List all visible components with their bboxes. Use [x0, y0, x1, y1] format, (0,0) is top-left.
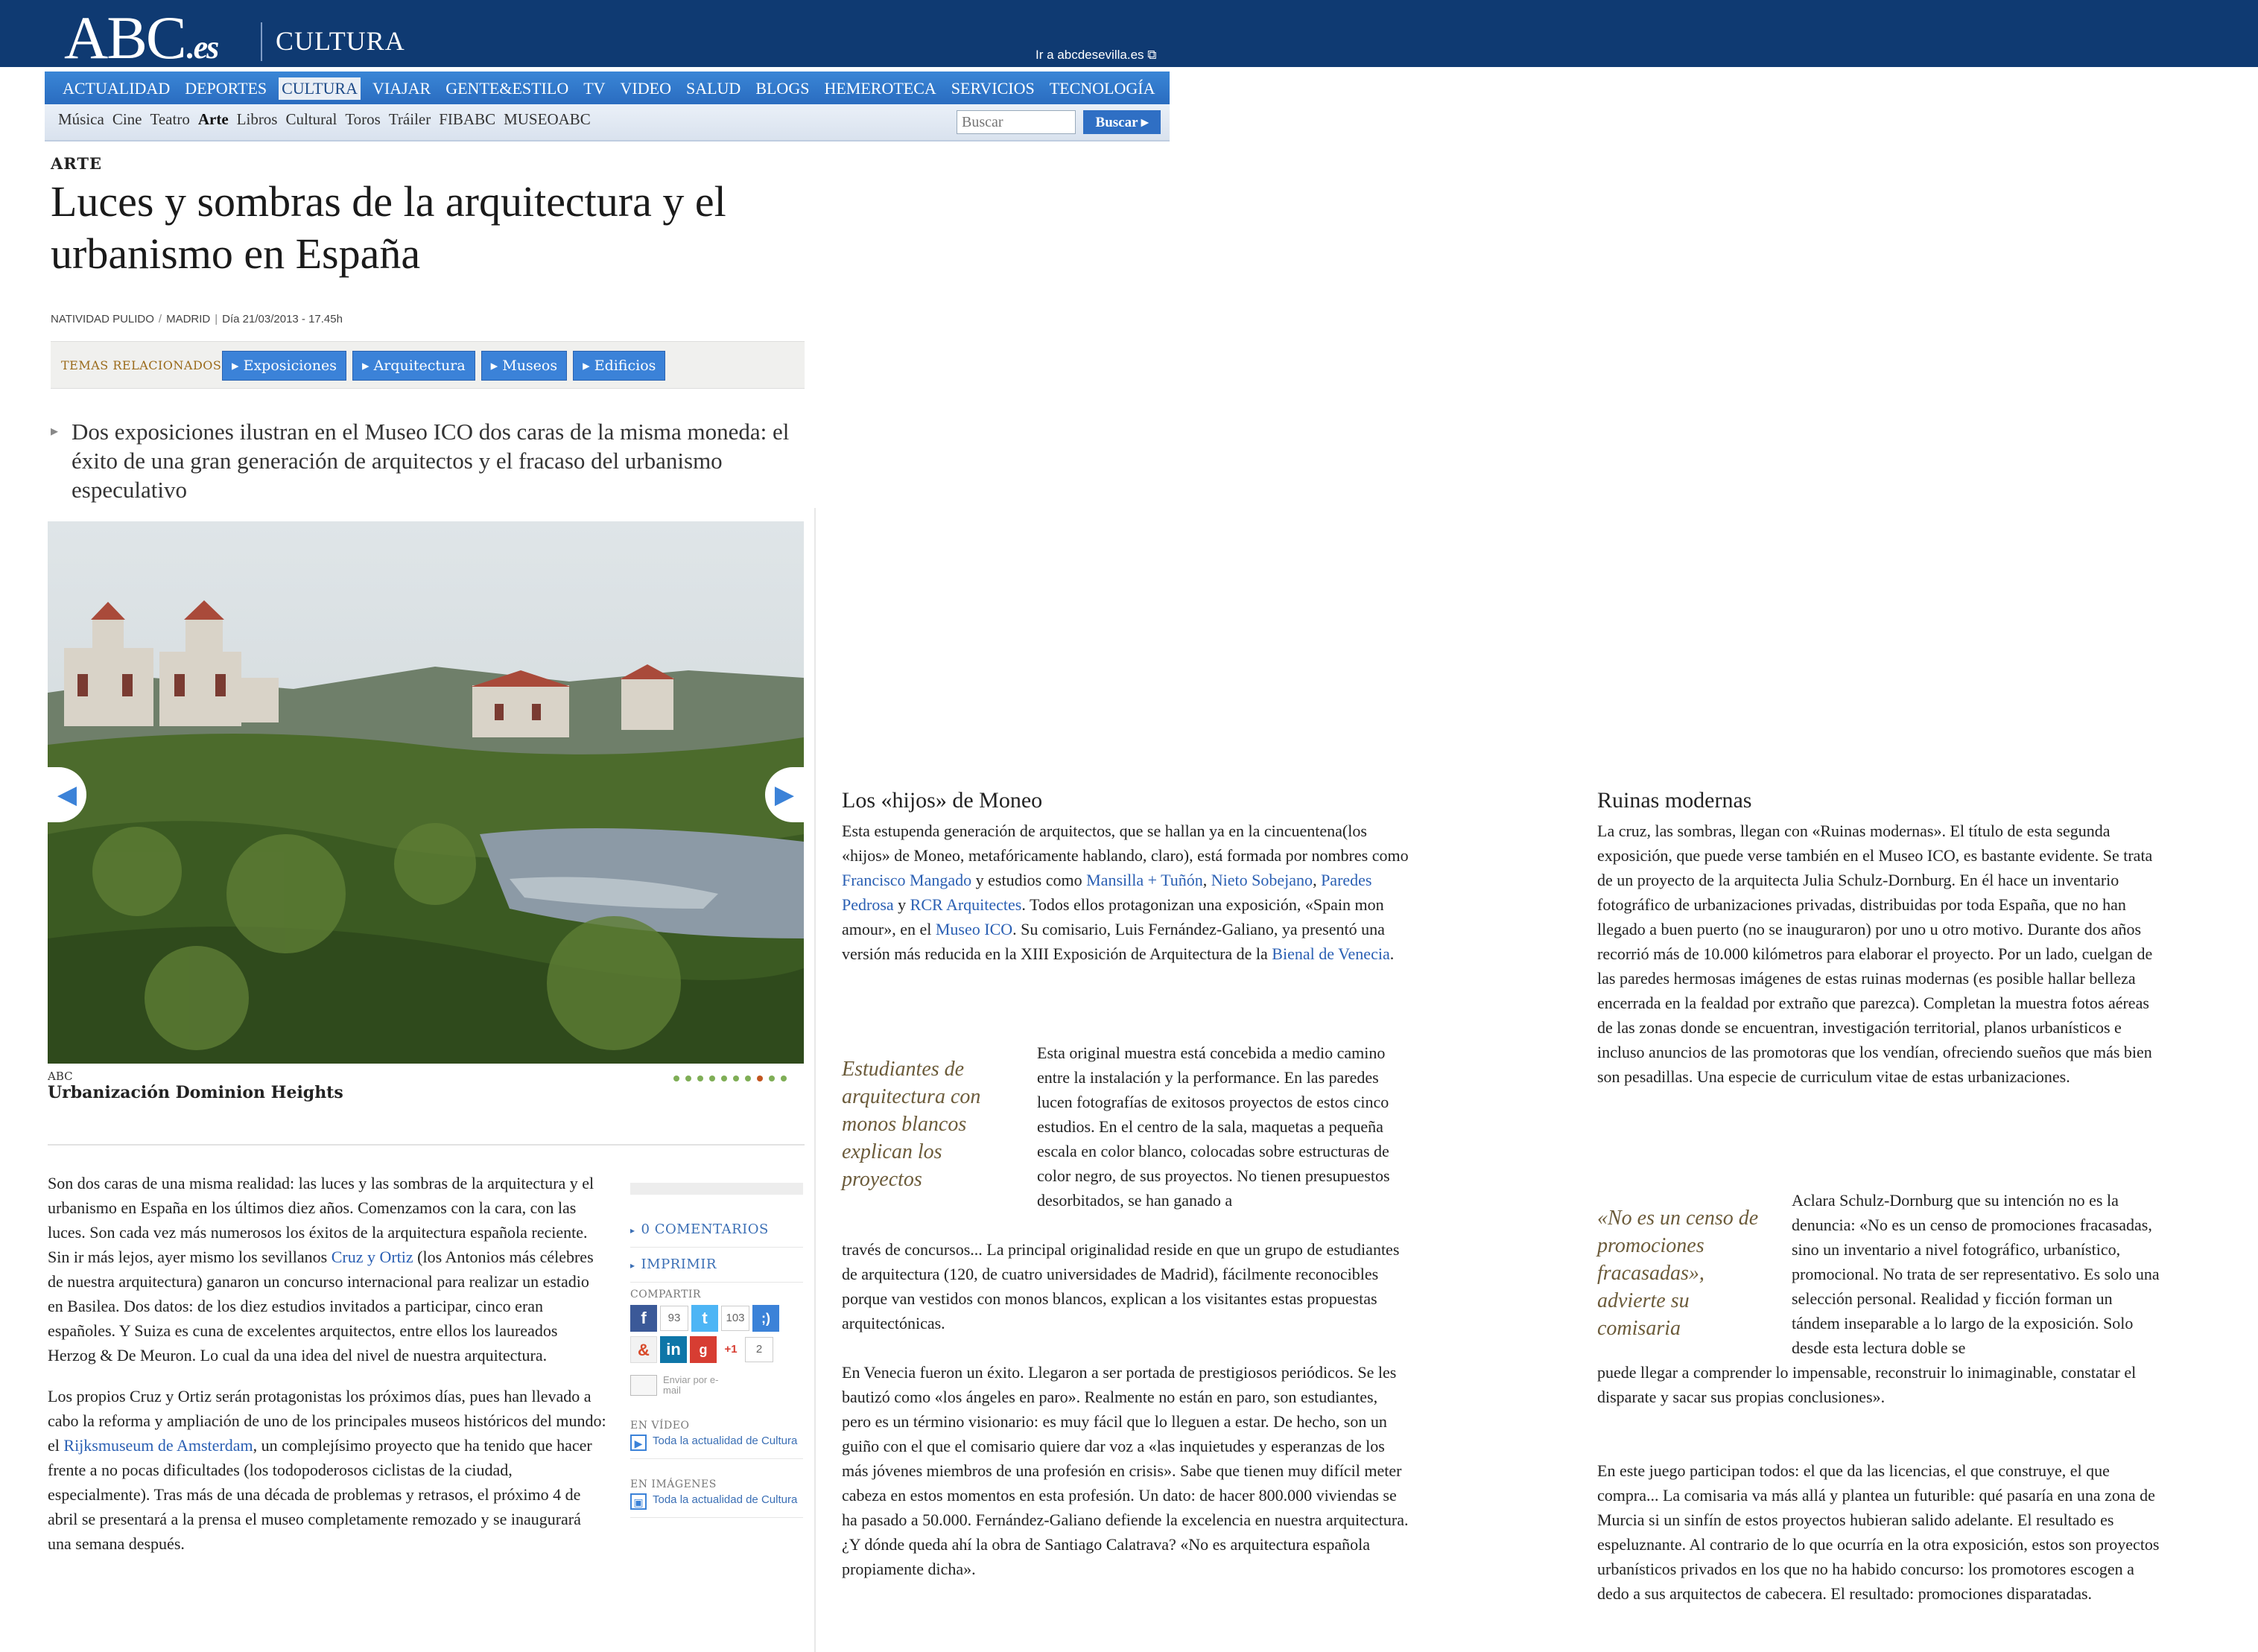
- tools-header-bar: [630, 1183, 803, 1195]
- gallery-dot[interactable]: [745, 1076, 751, 1081]
- subnav-item[interactable]: Toros: [345, 110, 381, 128]
- comments-label: 0 COMENTARIOS: [641, 1221, 769, 1237]
- gallery-dot[interactable]: [673, 1076, 679, 1081]
- topic-tag[interactable]: [573, 351, 665, 381]
- subnav-item[interactable]: Tráiler: [388, 110, 431, 128]
- nav-item[interactable]: VIDEO: [620, 79, 671, 98]
- topic-tag[interactable]: [222, 351, 346, 381]
- nav-item[interactable]: DEPORTES: [185, 79, 267, 98]
- text: Esta estupenda generación de arquitectos, que se hallan ya en la cincuentena(los «hijos» de Moneo, metafóricamente hablando, claro), está formada por nombres como: [842, 822, 1409, 865]
- text: ,: [1202, 871, 1211, 889]
- nav-item[interactable]: TV: [583, 79, 606, 98]
- subnav-item[interactable]: FIBABC: [439, 110, 496, 128]
- text: . Su comisario, Luis Fernández-Galiano, ya presentó una versión más reducida en la XIII Exposición de Arquitectura de la: [842, 920, 1385, 963]
- gallery-prev-arrow[interactable]: ◀: [48, 767, 86, 822]
- pull-quote: Estudiantes de arquitectura con monos blancos explican los proyectos: [842, 1058, 981, 1191]
- author[interactable]: NATIVIDAD PULIDO: [51, 313, 154, 325]
- location: MADRID: [166, 313, 211, 325]
- link-bienal-de-venecia[interactable]: Bienal de Venecia: [1272, 944, 1390, 963]
- gallery-dot[interactable]: [781, 1076, 787, 1081]
- publish-date: Día 21/03/2013 - 17.45h: [222, 313, 343, 325]
- email-share[interactable]: [630, 1375, 803, 1396]
- share-row: [630, 1336, 803, 1363]
- gallery-dot[interactable]: [721, 1076, 727, 1081]
- main-nav-items: [60, 77, 1215, 100]
- subnav-item[interactable]: Teatro: [150, 110, 190, 128]
- twitter-count: 103: [721, 1306, 749, 1331]
- article-lead: [51, 417, 805, 504]
- topic-tag[interactable]: [481, 351, 567, 381]
- images-link-text: Toda la actualidad de Cultura: [653, 1493, 798, 1506]
- print-link[interactable]: [630, 1248, 803, 1283]
- paragraph: Aclara Schulz-Dornburg que su intención no es la denuncia: «No es un censo de promociones fracasadas, sino un inventario a nivel fotográfico, urbanístico, promocional. No trata de ser representativo. Es solo una selección personal. Realidad y ficción forman un tándem inseparable a lo largo de la exposición. Solo desde esta lectura doble se: [1792, 1191, 2160, 1357]
- paragraph: En este juego participan todos: el que da las licencias, el que construye, el que compra... La comisaria va más allá y plantea un futurible: qué pasaría en una zona de Murcia si un sinfín de estos proyectos hubieran salido adelante. El resultado es espeluznante. Al contrario de lo que ocurría en la otra exposición, estos son proyectos urbanísticos privados en los que no ha habido concurso: los promotores escogen a dedo a sus arquitectos de cabecera. El resultado: promociones disparatadas.: [1597, 1461, 2160, 1603]
- topic-tag-label: Arquitectura: [373, 358, 466, 374]
- text: . Todos ellos protagonizan una exposición, «Spain mon amour», en el: [842, 895, 1384, 938]
- lead-text: Dos exposiciones ilustran en el Museo ICO dos caras de la misma moneda: el éxito de una gran generación de arquitectos y el fracaso del urbanismo especulativo: [72, 419, 790, 503]
- search-input[interactable]: [957, 110, 1076, 134]
- link-rcr-arquitectes[interactable]: RCR Arquitectes: [910, 895, 1022, 914]
- gallery-dots: [673, 1076, 787, 1081]
- header-divider: [261, 22, 262, 61]
- gallery-dot[interactable]: [757, 1076, 763, 1081]
- text: ,: [1313, 871, 1322, 889]
- paragraph: La cruz, las sombras, llegan con «Ruinas modernas». El título de esta segunda exposición, que puede verse también en el Museo ICO, es bastante evidente. Se trata de un proyecto de la arquitecta Julia Schulz-Dornburg. En él hace un inventario fotográfico de urbanizaciones privadas, distribuidas por toda España, que no han llegado a buen puerto (no se inauguraron) por uno u otro motivo. Durante dos años recorrió más de 10.000 kilómetros para elaborar el proyecto. Por un lado, cuelgan de las paredes hermosas imágenes de estas ruinas modernas (es posible hallar belleza encerrada en la fealdad por extraño que parezca). Completan la muestra fotos aéreas de las zonas donde se encuentran, investigación territorial, planos urbanísticos e incluso anuncios de las promotoras que los vendían, ofreciendo sueños que más bien son pesadillas. Una especie de curriculum vitae de estas urbanizaciones.: [1597, 822, 2153, 1086]
- photo-credit: ABC: [48, 1070, 73, 1083]
- link-museo-ico[interactable]: Museo ICO: [935, 920, 1013, 938]
- comments-link[interactable]: [630, 1213, 803, 1248]
- nav-item[interactable]: GENTE&ESTILO: [445, 79, 569, 98]
- video-link[interactable]: [630, 1435, 803, 1459]
- bullet-icon: ▸: [51, 423, 59, 439]
- print-label: IMPRIMIR: [641, 1257, 717, 1272]
- nav-item[interactable]: CULTURA: [279, 77, 361, 100]
- paragraph: [48, 1171, 608, 1367]
- triangle-icon: ▸: [630, 1260, 635, 1271]
- article-photo[interactable]: [48, 521, 804, 1064]
- sub-nav-items: [58, 110, 591, 129]
- share-row: [630, 1305, 803, 1332]
- nav-item[interactable]: TECNOLOGÍA: [1049, 79, 1155, 98]
- topic-tag-label: Museos: [502, 358, 558, 374]
- topic-tag-label: Edificios: [594, 358, 656, 374]
- divider: [48, 1144, 805, 1146]
- gallery-next-arrow[interactable]: ▶: [765, 767, 804, 822]
- video-label: EN VÍDEO: [630, 1420, 690, 1432]
- logo-suffix: .es: [186, 29, 218, 66]
- nav-item[interactable]: BLOGS: [755, 79, 810, 98]
- nav-item[interactable]: HEMEROTECA: [824, 79, 936, 98]
- article-byline: NATIVIDAD PULIDO / MADRID | Día 21/03/2013 - 17.45h: [51, 313, 343, 325]
- topic-tag[interactable]: [352, 351, 475, 381]
- twitter-icon[interactable]: t: [691, 1305, 718, 1332]
- facebook-count: 93: [660, 1306, 688, 1331]
- gplus-icon[interactable]: g: [690, 1336, 717, 1363]
- nav-item[interactable]: SERVICIOS: [951, 79, 1035, 98]
- article-kicker: ARTE: [51, 154, 103, 173]
- gallery-dot[interactable]: [709, 1076, 715, 1081]
- play-icon: ▶: [630, 1435, 647, 1451]
- subheading-hijos-de-moneo: Los «hijos» de Moneo: [842, 788, 1043, 813]
- subnav-item[interactable]: Arte: [197, 110, 229, 128]
- link-francisco-mangado[interactable]: Francisco Mangado: [842, 871, 972, 889]
- triangle-icon: ▸: [630, 1225, 635, 1236]
- paragraph: [842, 819, 1409, 966]
- goto-link-label: Ir a abcdesevilla.es: [1036, 48, 1144, 62]
- text: , un complejísimo proyecto que ha tenido que hacer frente a no pocas dificultades (los todopoderosos ciclistas de la ciudad, especialmente). Tras más de una década de problemas y retrasos, el próximo 4 de abril se presentará a la prensa el museo completamente remozado y se inaugurará una semana después.: [48, 1436, 592, 1553]
- search-button[interactable]: Buscar ▸: [1083, 110, 1161, 134]
- site-logo[interactable]: [64, 3, 218, 73]
- article-body-left: [48, 1171, 608, 1572]
- triangle-icon: ▸: [361, 358, 374, 374]
- link-mansilla-tunon[interactable]: Mansilla + Tuñón: [1086, 871, 1203, 889]
- paragraph: [48, 1384, 608, 1556]
- share-label: COMPARTIR: [630, 1289, 701, 1300]
- text: y estudios como: [971, 871, 1087, 889]
- article-tools: [630, 1183, 803, 1518]
- text: Son dos caras de una misma realidad: las luces y las sombras de la arquitectura y el urbanismo en España en los últimos diez años. Comenzamos con la cara, con las luces. Son cada vez más numerosos los éxitos de la arquitectura española reciente. Sin ir más lejos, ayer mismo los sevillanos: [48, 1174, 594, 1266]
- subnav-item[interactable]: Cine: [112, 110, 142, 128]
- triangle-icon: ▸: [583, 358, 594, 374]
- paragraph: Esta original muestra está concebida a medio camino entre la instalación y la performance. En las paredes lucen fotografías de exitosos proyectos de estos cinco estudios. En el centro de la sala, maquetas a pequeña escala en color blanco, colocadas sobre estructuras de color negro, de sus proyectos. No tienen presupuestos desorbitados, se han ganado a: [1037, 1043, 1390, 1210]
- paragraph: puede llegar a comprender lo impensable, reconstruir lo inimaginable, constatar el disparate y sacar sus propias conclusiones».: [1597, 1363, 2137, 1406]
- pull-quote: «No es un censo de promociones fracasadas», advierte su comisaria: [1597, 1207, 1759, 1340]
- nav-item[interactable]: VIAJAR: [372, 79, 431, 98]
- link-cruz-y-ortiz[interactable]: Cruz y Ortiz: [331, 1248, 413, 1266]
- text: .: [1389, 944, 1395, 963]
- nav-item[interactable]: ACTUALIDAD: [63, 79, 171, 98]
- main-nav: [45, 72, 1212, 104]
- gallery-dot[interactable]: [697, 1076, 703, 1081]
- linkedin-icon[interactable]: in: [660, 1336, 687, 1363]
- image-icon: ▣: [630, 1493, 647, 1510]
- text: (los Antonios más célebres de nuestra arquitectura) ganaron un concurso internacional para realizar un estadio en Basilea. Dos datos: de los diez estudios invitados a participar, cinco eran españoles. Y Suiza es cuna de excelentes arquitectos, entre ellos los laureados Herzog & De Meuron. Lo cual da una idea del nivel de nuestra arquitectura.: [48, 1248, 594, 1365]
- facebook-icon[interactable]: f: [630, 1305, 657, 1332]
- nav-item[interactable]: COPE: [1170, 79, 1212, 98]
- gallery-dot[interactable]: [769, 1076, 775, 1081]
- site-header: [0, 0, 2258, 72]
- logo-text: ABC: [64, 4, 185, 72]
- related-topics-bar: [51, 341, 805, 389]
- section-title: CULTURA: [276, 26, 405, 56]
- nav-item[interactable]: SALUD: [685, 79, 741, 98]
- topic-tag-label: Exposiciones: [243, 358, 337, 374]
- subnav-item[interactable]: MUSEOABC: [504, 110, 591, 128]
- subnav-item[interactable]: Música: [58, 110, 104, 128]
- images-link[interactable]: [630, 1493, 803, 1518]
- link-nieto-sobejano[interactable]: Nieto Sobejano: [1211, 871, 1313, 889]
- topic-tags: [222, 351, 665, 381]
- article-headline: Luces y sombras de la arquitectura y el urbanismo en España: [51, 177, 726, 278]
- triangle-icon: ▸: [232, 358, 244, 374]
- subheading-ruinas-modernas: Ruinas modernas: [1597, 788, 1752, 813]
- goto-abcdesevilla-link[interactable]: [1036, 48, 1156, 63]
- gplus-count: 2: [745, 1337, 773, 1362]
- video-link-text: Toda la actualidad de Cultura: [653, 1435, 798, 1447]
- subnav-item[interactable]: Cultural: [285, 110, 337, 128]
- envelope-icon: [630, 1375, 657, 1396]
- paragraph: En Venecia fueron un éxito. Llegaron a ser portada de prestigiosos periódicos. Se les bautizó como «los ángeles en paro». Realmente no están en paro, son estudiantes, pero es un término visionario: es muy fácil que lo lleguen a estar. De hecho, son un guiño con el que el comisario quiere dar voz a «las inquietudes y esperanzas de los más jóvenes miembros de una profesión en crisis». Sabe que tienen muy difícil meter cabeza en estos momentos en esta profesión. Un dato: de hacer 800.000 viviendas se ha pasado a 50.000. Fernández-Galiano defiende la excelencia en nuestra arquitectura. ¿Y dónde queda ahí la obra de Santiago Calatrava? «No es arquitectura española propiamente dicha».: [842, 1363, 1409, 1578]
- gallery-dot[interactable]: [685, 1076, 691, 1081]
- gallery-dot[interactable]: [733, 1076, 739, 1081]
- related-topics-label: TEMAS RELACIONADOS: [61, 358, 222, 372]
- text: Los propios Cruz y Ortiz serán protagonistas los próximos días, pues han llevado a cabo la reforma y ampliación de uno de los principales museos históricos del mundo: el: [48, 1387, 606, 1455]
- link-rijksmuseum[interactable]: Rijksmuseum de Amsterdam: [63, 1436, 253, 1455]
- triangle-icon: ▸: [490, 358, 503, 374]
- column-divider: [814, 508, 816, 1652]
- email-share-label: Enviar por e-mail: [663, 1374, 719, 1396]
- tuenti-icon[interactable]: ;): [752, 1305, 779, 1332]
- gplus-label[interactable]: +1: [724, 1343, 738, 1356]
- text: y: [893, 895, 910, 914]
- paragraph: través de concursos... La principal originalidad reside en que un grupo de estudiantes de arquitectura (120, de cuatro universidades de Madrid), fácilmente reconocibles porque van vestidos con monos blancos, explican a los visitantes estas propuestas arquitectónicas.: [842, 1240, 1400, 1332]
- images-label: EN IMÁGENES: [630, 1478, 717, 1490]
- meneame-icon[interactable]: &: [630, 1336, 657, 1363]
- subnav-item[interactable]: Libros: [236, 110, 278, 128]
- link-paredes-pedrosa[interactable]: Paredes Pedrosa: [842, 871, 1372, 914]
- photo-caption: Urbanización Dominion Heights: [48, 1083, 343, 1102]
- external-link-icon: ⧉: [1147, 48, 1157, 62]
